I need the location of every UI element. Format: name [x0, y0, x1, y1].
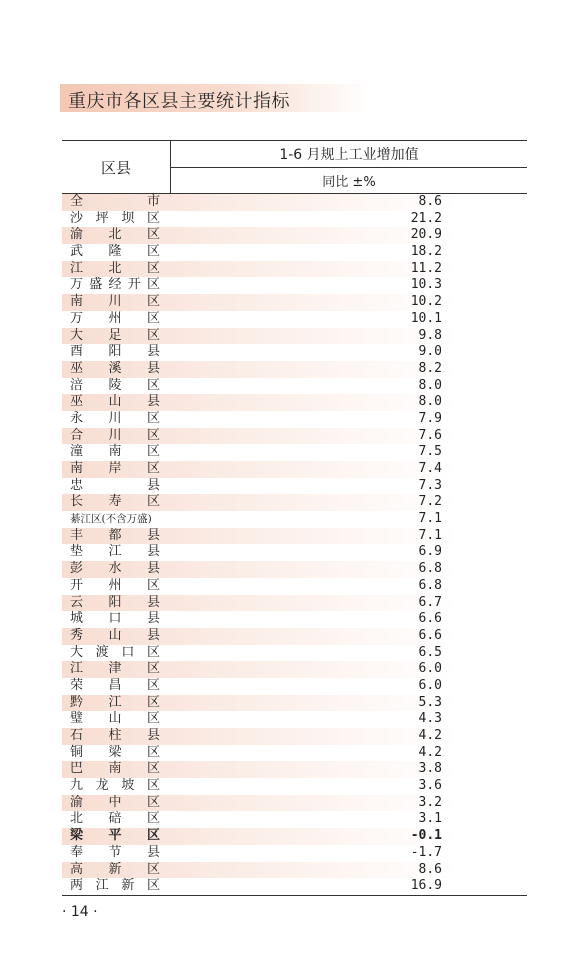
yoy-value: 3.8 — [418, 761, 442, 777]
table-row — [62, 595, 527, 612]
yoy-value: 7.1 — [418, 527, 442, 543]
district-name: 江 津 区 — [70, 661, 160, 677]
table-row — [62, 628, 527, 645]
district-name: 江 北 区 — [70, 260, 160, 276]
table-row — [62, 194, 527, 211]
yoy-value: 20.9 — [410, 227, 442, 243]
yoy-value: 8.2 — [418, 360, 442, 376]
yoy-value: 10.1 — [410, 310, 442, 326]
district-name: 高 新 区 — [70, 861, 160, 877]
yoy-value: 16.9 — [410, 878, 442, 894]
table-row — [62, 862, 527, 879]
table-row — [62, 261, 527, 278]
table-row — [62, 328, 527, 345]
table-row — [62, 695, 527, 712]
table-row — [62, 578, 527, 595]
page-number: · 14 · — [62, 904, 98, 920]
yoy-value: 8.0 — [418, 377, 442, 393]
district-name: 石 柱 县 — [70, 728, 160, 743]
table-row — [62, 828, 527, 845]
table-row — [62, 728, 527, 745]
district-name: 潼 南 区 — [70, 444, 160, 460]
yoy-value: 7.1 — [418, 511, 442, 527]
district-name: 忠 县 — [70, 477, 160, 493]
district-name: 两 江 新 区 — [70, 878, 160, 894]
table-row — [62, 378, 527, 395]
yoy-value: 8.6 — [418, 194, 442, 209]
yoy-value: 3.1 — [418, 811, 442, 827]
yoy-value: -0.1 — [410, 828, 442, 844]
yoy-value: 7.3 — [418, 477, 442, 493]
table-row — [62, 227, 527, 244]
yoy-value: 11.2 — [410, 260, 442, 276]
district-name: 渝 中 区 — [70, 794, 160, 810]
yoy-value: 3.6 — [418, 778, 442, 794]
district-name: 奉 节 县 — [70, 844, 160, 860]
table-row — [62, 444, 527, 461]
table-row — [62, 494, 527, 511]
yoy-value: 7.2 — [418, 494, 442, 510]
district-name: 武 隆 区 — [70, 244, 160, 260]
yoy-value: 10.3 — [410, 277, 442, 293]
yoy-value: 21.2 — [410, 210, 442, 226]
district-name: 涪 陵 区 — [70, 377, 160, 393]
yoy-value: 6.8 — [418, 561, 442, 577]
district-name: 九 龙 坡 区 — [70, 778, 160, 794]
table-row — [62, 478, 527, 495]
district-name: 荣 昌 区 — [70, 677, 160, 693]
table-row — [62, 311, 527, 328]
table-row — [62, 661, 527, 678]
district-name: 大 渡 口 区 — [70, 644, 160, 660]
district-name: 巴 南 区 — [70, 761, 160, 777]
district-name: 合 川 区 — [70, 427, 160, 443]
yoy-value: 7.4 — [418, 461, 442, 476]
district-name: 永 川 区 — [70, 410, 160, 426]
yoy-value: 6.0 — [418, 661, 442, 677]
district-name: 全 市 — [70, 194, 160, 209]
district-name: 綦江区(不含万盛) — [70, 513, 152, 526]
district-name: 铜 梁 区 — [70, 744, 160, 760]
table-row — [62, 645, 527, 662]
district-name: 南 岸 区 — [70, 461, 160, 476]
district-name: 巫 溪 县 — [70, 360, 160, 376]
table-row — [62, 428, 527, 445]
yoy-value: 7.5 — [418, 444, 442, 460]
yoy-value: 10.2 — [410, 294, 442, 310]
district-name: 酉 阳 县 — [70, 344, 160, 360]
yoy-value: 4.2 — [418, 744, 442, 760]
district-name: 北 碚 区 — [70, 811, 160, 827]
table-row — [62, 611, 527, 628]
district-name: 璧 山 区 — [70, 711, 160, 727]
column-header-indicator: 1-6 月规上工业增加值 — [171, 141, 527, 168]
table-row — [62, 511, 527, 528]
column-header-district: 区县 — [100, 158, 131, 177]
table-row — [62, 678, 527, 695]
yoy-value: 3.2 — [418, 794, 442, 810]
table-header — [62, 140, 527, 194]
district-name: 长 寿 区 — [70, 494, 160, 510]
district-name: 彭 水 县 — [70, 561, 160, 577]
table-row — [62, 745, 527, 762]
table-row — [62, 361, 527, 378]
district-name: 城 口 县 — [70, 611, 160, 627]
yoy-value: 8.6 — [418, 861, 442, 877]
yoy-value: 6.0 — [418, 677, 442, 693]
yoy-value: 6.5 — [418, 644, 442, 660]
district-name: 沙 坪 坝 区 — [70, 210, 160, 226]
district-name: 南 川 区 — [70, 294, 160, 310]
table-bottom-rule — [62, 895, 527, 897]
yoy-value: 7.6 — [418, 427, 442, 443]
district-name: 黔 江 区 — [70, 694, 160, 710]
yoy-value: 9.8 — [418, 327, 442, 343]
yoy-value: 18.2 — [410, 244, 442, 260]
table-row — [62, 845, 527, 862]
table-row — [62, 211, 527, 228]
district-name: 巫 山 县 — [70, 394, 160, 410]
table-row — [62, 244, 527, 261]
yoy-value: 4.2 — [418, 728, 442, 743]
yoy-value: 6.9 — [418, 544, 442, 560]
table-row — [62, 394, 527, 411]
yoy-value: 4.3 — [418, 711, 442, 727]
title-banner — [60, 84, 370, 112]
yoy-value: 9.0 — [418, 344, 442, 360]
table-row — [62, 528, 527, 545]
yoy-value: 6.8 — [418, 577, 442, 593]
district-name: 垫 江 县 — [70, 544, 160, 560]
table-row — [62, 878, 527, 895]
table-row — [62, 778, 527, 795]
yoy-value: 6.6 — [418, 627, 442, 643]
table-row — [62, 277, 527, 294]
table-row — [62, 761, 527, 778]
yoy-value: 5.3 — [418, 694, 442, 710]
table-row — [62, 544, 527, 561]
district-name: 渝 北 区 — [70, 227, 160, 243]
table-row — [62, 561, 527, 578]
yoy-value: 6.7 — [418, 594, 442, 610]
yoy-value: -1.7 — [410, 844, 442, 860]
yoy-value: 7.9 — [418, 410, 442, 426]
column-header-yoy: 同比 ±% — [322, 175, 376, 190]
table-row — [62, 294, 527, 311]
district-name: 万 盛 经 开 区 — [70, 277, 160, 293]
district-name: 梁 平 区 — [70, 828, 160, 844]
table-body — [62, 194, 527, 895]
table-row — [62, 461, 527, 478]
table-row — [62, 711, 527, 728]
table-row — [62, 811, 527, 828]
district-name: 大 足 区 — [70, 327, 160, 343]
district-name: 万 州 区 — [70, 310, 160, 326]
district-name: 云 阳 县 — [70, 594, 160, 610]
table-row — [62, 411, 527, 428]
district-name: 开 州 区 — [70, 577, 160, 593]
district-name: 丰 都 县 — [70, 527, 160, 543]
district-name: 秀 山 县 — [70, 627, 160, 643]
yoy-value: 8.0 — [418, 394, 442, 410]
table-row — [62, 795, 527, 812]
stats-table — [62, 140, 527, 896]
yoy-value: 6.6 — [418, 611, 442, 627]
table-row — [62, 344, 527, 361]
page-title: 重庆市各区县主要统计指标 — [68, 91, 290, 112]
